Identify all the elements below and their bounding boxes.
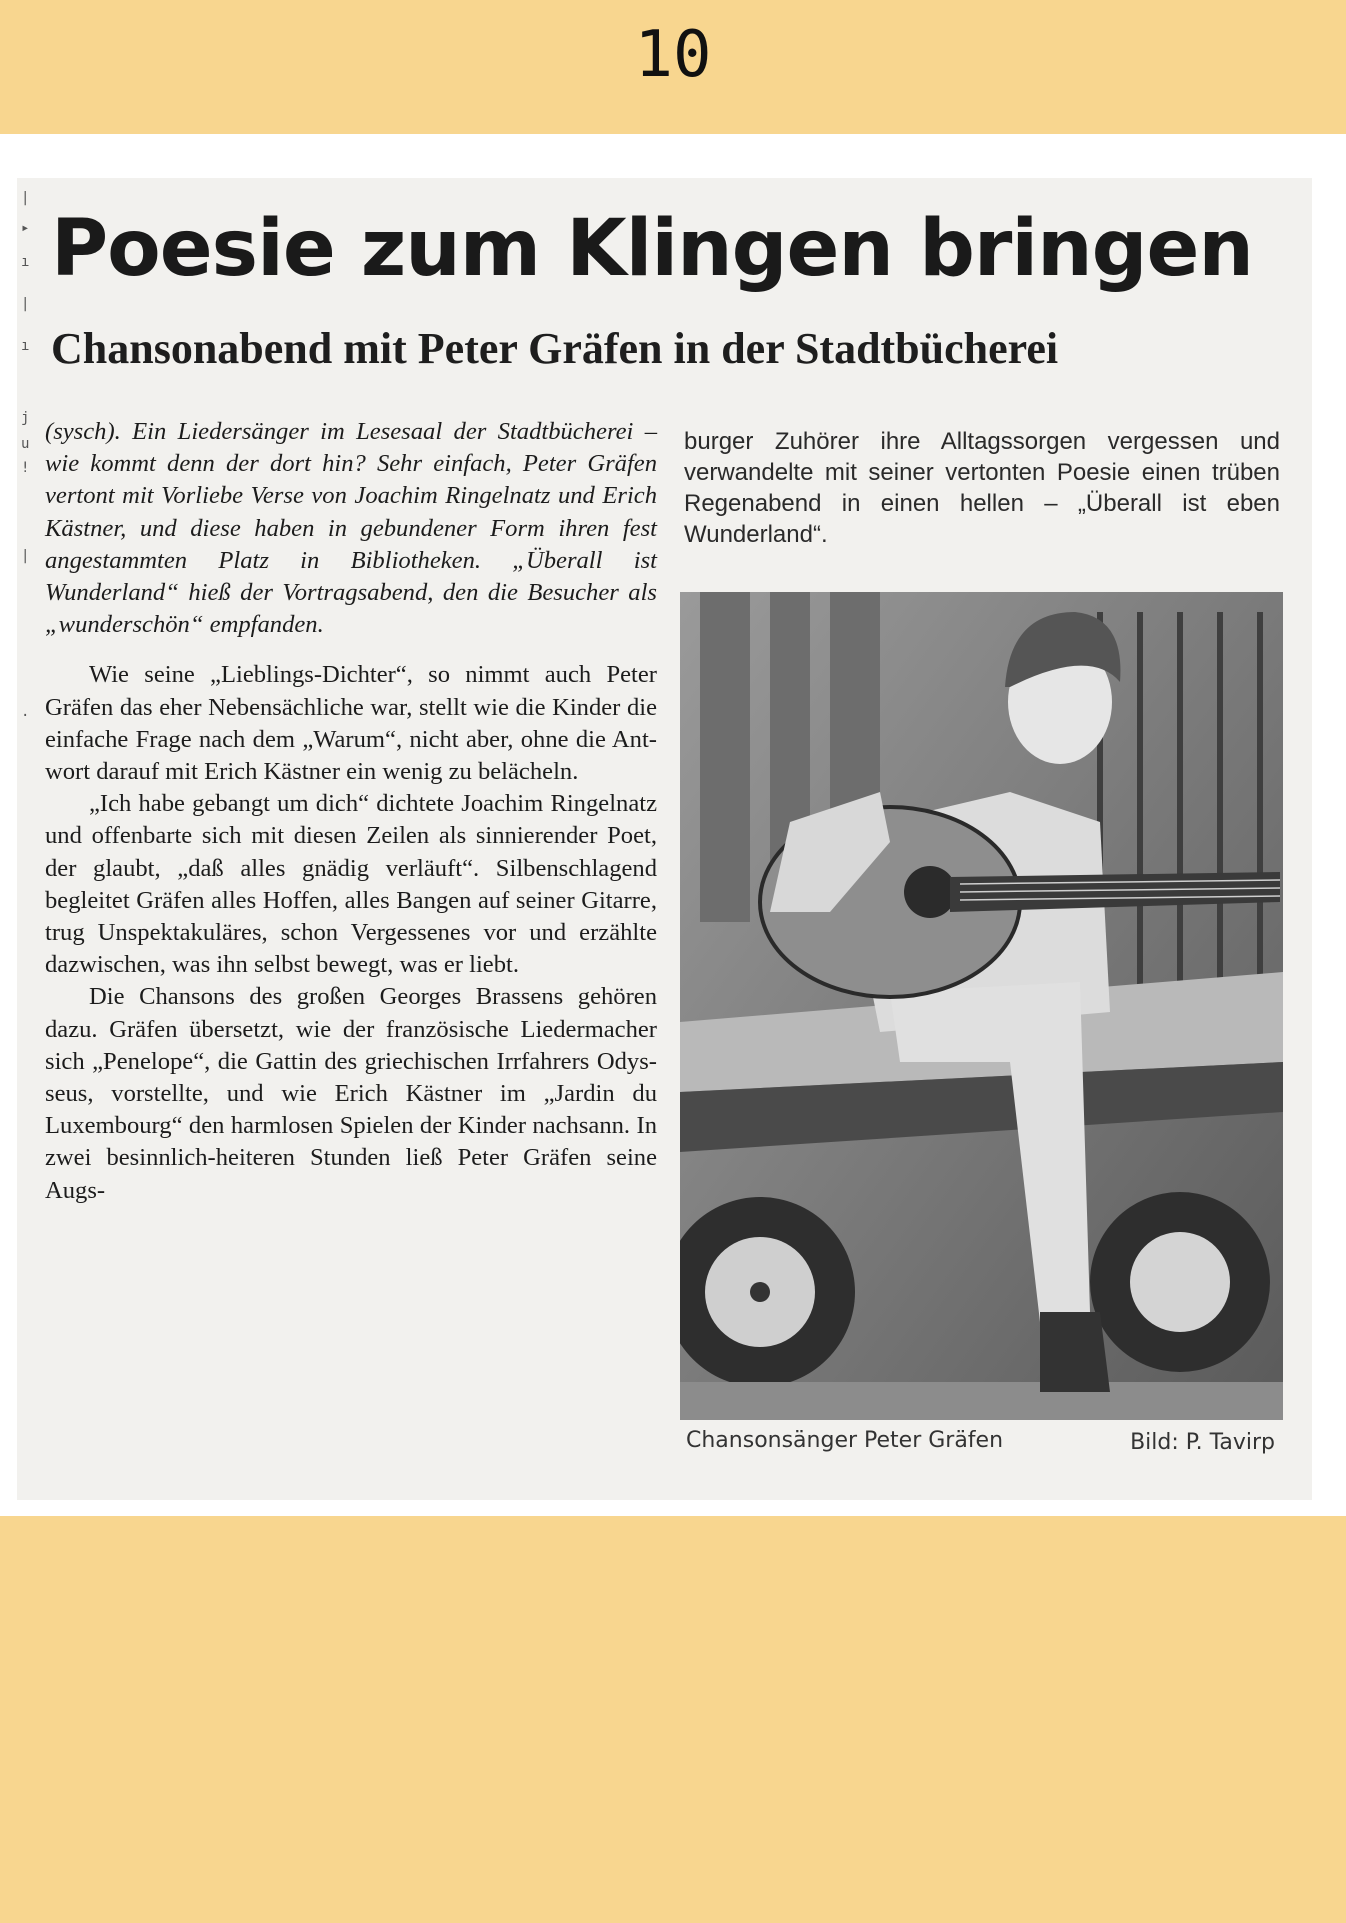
margin-mark: ! [21,460,30,476]
article-column-left [45,416,657,1207]
photo-caption: Chansonsänger Peter Gräfen [686,1428,1004,1453]
margin-mark: | [21,190,30,206]
lead-paragraph: (sysch). Ein Liedersänger im Lesesaal der Stadtbücherei – wie kommt denn der dort hin? Sehr einfach, Peter Gräfen vertont mit Vorliebe Verse von Joachim Ringelnatz und Erich Kästner, und diese haben in gebundener Form ihren fest angestammten Platz in Bibliotheken. „Überall ist Wunderland“ hieß der Vortragsabend, den die Besucher als „wunderschön“ empfanden. [45,418,657,639]
headline: Poesie zum Klingen bringen [51,204,1253,294]
margin-mark: | [21,296,30,312]
margin-mark: ▸ [21,220,30,236]
article-column-right [684,426,1280,550]
body-paragraph: Die Chansons des großen Georges Brassens gehören dazu. Gräfen übersetzt, wie der französische Liedermacher sich „Penelope“, die Gattin des griechischen Irrfahrers Odysseus, vorstellte, und wie Erich Kästner im „Jardin du Luxembourg“ den harmlosen Spielen der Kinder nachsann. In zwei besinnlich-heiteren Stunden ließ Peter Gräfen seine Augs- [45,983,657,1204]
photo-credit: Bild: P. Tavirp [1130,1430,1275,1455]
body-paragraph: „Ich habe gebangt um dich“ dichtete Joachim Ringelnatz und offenbarte sich mit diesen Zeilen als sinnierender Poet, der glaubt, „daß alles gnädig verläuft“. Silbenschlagend begleitet Gräfen alles Hoffen, alles Bangen auf seiner Gitarre, trug Unspektakuläres, schon Vergessenes vor und erzählte dazwischen, was ihn selbst bewegt, was er liebt. [45,790,657,979]
margin-mark: | [21,548,30,564]
photo-caption-row [680,1428,1283,1462]
subheadline: Chansonabend mit Peter Gräfen in der Stadtbücherei [51,324,1059,373]
margin-mark: ı [21,338,30,354]
margin-mark: ı [21,254,30,270]
margin-mark: j [21,410,30,426]
article-photo [680,592,1283,1420]
margin-marks [19,178,37,1478]
continuation-paragraph: burger Zuhörer ihre Alltagssorgen vergessen und verwandelte mit seiner vertonten Poesie einen trüben Regenabend in einen hellen – „Überall ist eben Wunderland“. [684,428,1280,548]
guitarist-photo-illustration [680,592,1283,1420]
body-paragraph: Wie seine „Lieblings-Dichter“, so nimmt auch Peter Gräfen das eher Nebensächliche war, stellt wie die Kinder die einfache Frage nach dem „Warum“, nicht aber, ohne die Antwort darauf mit Erich Kästner ein wenig zu belächeln. [45,661,657,786]
newspaper-clipping [17,178,1312,1500]
top-band [0,0,1346,134]
page-number: 10 [634,18,712,92]
margin-mark: u [21,436,30,452]
margin-mark: · [21,708,30,724]
